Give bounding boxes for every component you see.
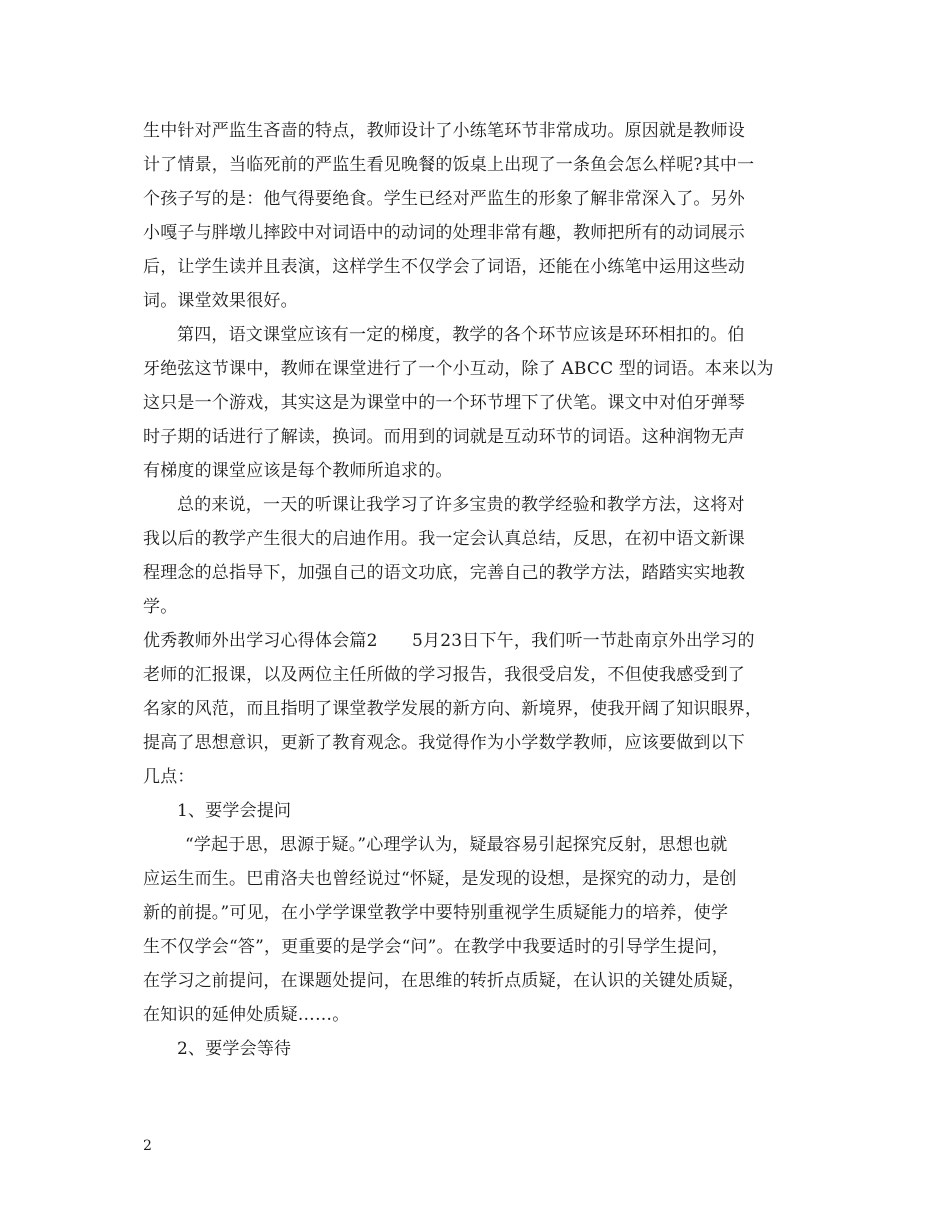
document-body xyxy=(143,114,823,1066)
text-line: 程理念的总指导下，加强自己的语文功底，完善自己的教学方法，踏踏实实地教 xyxy=(143,563,745,583)
text-line: 个孩子写的是：他气得要绝食。学生已经对严监生的形象了解非常深入了。另外 xyxy=(143,189,745,209)
text-line: 在学习之前提问，在课题处提问，在思维的转折点质疑，在认识的关键处质疑， xyxy=(143,971,745,991)
text-line: 几点： xyxy=(143,767,195,787)
text-line: 学。 xyxy=(143,597,178,617)
text-line: 有梯度的课堂应该是每个教师所追求的。 xyxy=(143,461,453,481)
text-line: 新的前提。”可见，在小学学课堂教学中要特别重视学生质疑能力的培养，使学 xyxy=(143,903,729,923)
text-line: 提高了思想意识，更新了教育观念。我觉得作为小学数学教师，应该要做到以下 xyxy=(143,733,745,753)
text-line: “学起于思，思源于疑。”心理学认为，疑最容易引起探究反射，思想也就 xyxy=(185,835,728,855)
page-number: 2 xyxy=(143,1138,152,1154)
text-line: 总的来说，一天的听课让我学习了许多宝贵的教学经验和教学方法，这将对 xyxy=(177,495,745,515)
section-heading-line: 优秀教师外出学习心得体会篇2 5月23日下午，我们听一节赴南京外出学习的 xyxy=(143,631,755,651)
text-line: 后，让学生读并且表演，这样学生不仅学会了词语，还能在小练笔中运用这些动 xyxy=(143,257,745,277)
text-line: 在知识的延伸处质疑……。 xyxy=(143,1005,350,1025)
text-line: 词。课堂效果很好。 xyxy=(143,291,298,311)
text-line: 时子期的话进行了解读，换词。而用到的词就是互动环节的词语。这种润物无声 xyxy=(143,427,745,447)
text-line: 老师的汇报课，以及两位主任所做的学习报告，我很受启发，不但使我感受到了 xyxy=(143,665,745,685)
text-line: 牙绝弦这节课中，教师在课堂进行了一个小互动，除了 ABCC 型的词语。本来以为 xyxy=(143,359,774,379)
text-line: 计了情景，当临死前的严监生看见晚餐的饭桌上出现了一条鱼会怎么样呢?其中一 xyxy=(143,155,755,175)
text-line: 第四，语文课堂应该有一定的梯度，教学的各个环节应该是环环相扣的。伯 xyxy=(177,325,745,345)
text-line: 小嘎子与胖墩儿摔跤中对词语中的动词的处理非常有趣，教师把所有的动词展示 xyxy=(143,223,745,243)
text-line: 这只是一个游戏，其实这是为课堂中的一个环节埋下了伏笔。课文中对伯牙弹琴 xyxy=(143,393,745,413)
text-line: 生中针对严监生吝啬的特点，教师设计了小练笔环节非常成功。原因就是教师设 xyxy=(143,121,745,141)
subheading-2: 2、要学会等待 xyxy=(177,1039,292,1059)
text-line: 名家的风范，而且指明了课堂教学发展的新方向、新境界，使我开阔了知识眼界， xyxy=(143,699,763,719)
text-line: 我以后的教学产生很大的启迪作用。我一定会认真总结，反思，在初中语文新课 xyxy=(143,529,745,549)
subheading-1: 1、要学会提问 xyxy=(177,801,292,821)
text-line: 生不仅学会“答”，更重要的是学会“问”。在教学中我要适时的引导学生提问， xyxy=(143,937,729,957)
text-line: 应运生而生。巴甫洛夫也曾经说过“怀疑，是发现的设想，是探究的动力，是创 xyxy=(143,869,737,889)
